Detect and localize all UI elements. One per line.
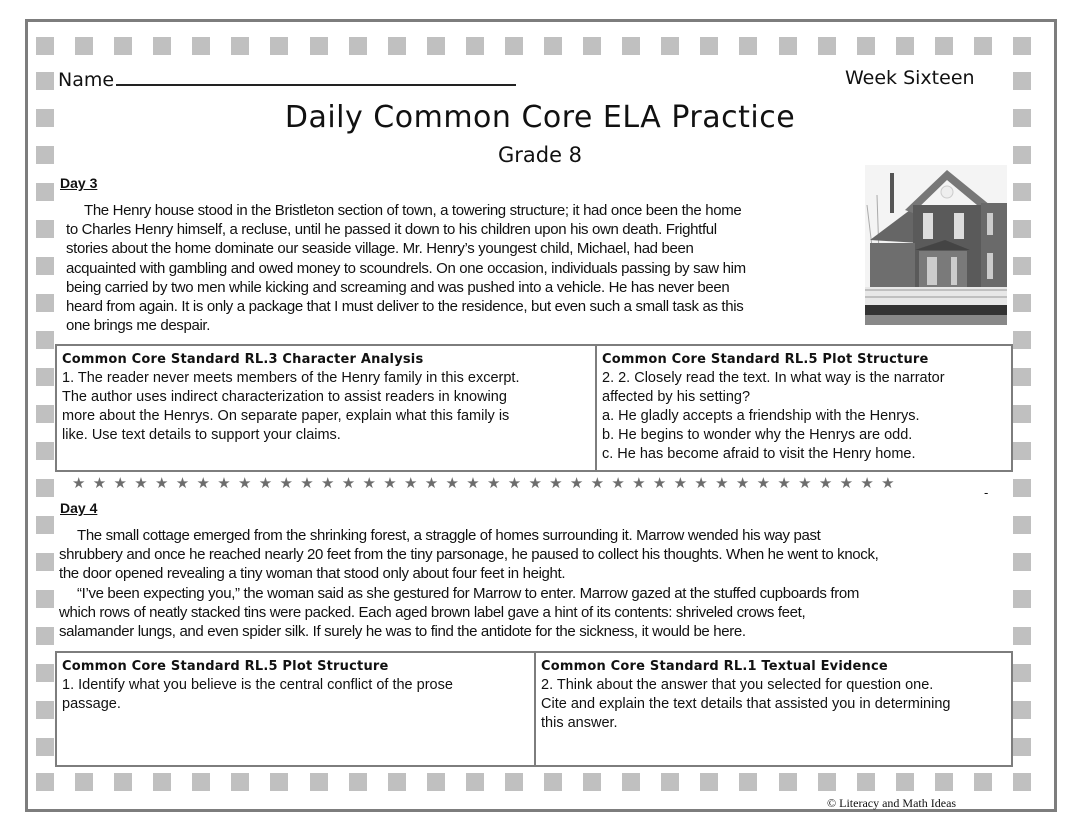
border-square bbox=[700, 37, 718, 55]
border-square bbox=[36, 37, 54, 55]
border-square bbox=[310, 773, 328, 791]
passage-line: to Charles Henry himself, a recluse, until he passed it down to his children upon his own death. Frightful bbox=[66, 221, 717, 239]
border-square bbox=[192, 37, 210, 55]
border-square bbox=[1013, 220, 1031, 238]
copyright-footer: © Literacy and Math Ideas bbox=[827, 796, 957, 810]
border-square bbox=[153, 37, 171, 55]
question-line: The author uses indirect characterization to assist readers in knowing bbox=[62, 389, 507, 405]
border-square bbox=[505, 37, 523, 55]
border-square bbox=[36, 368, 54, 386]
border-square bbox=[36, 72, 54, 90]
border-square bbox=[1013, 738, 1031, 756]
border-square bbox=[231, 37, 249, 55]
house-photo-icon bbox=[865, 165, 1007, 325]
passage-line: The small cottage emerged from the shrinking forest, a straggle of homes surrounding it. Marrow wended his way past bbox=[77, 527, 821, 544]
border-square bbox=[36, 331, 54, 349]
standard-heading: Common Core Standard RL.1 Textual Evidence bbox=[541, 659, 888, 674]
border-square bbox=[739, 37, 757, 55]
border-square bbox=[36, 220, 54, 238]
border-square bbox=[739, 773, 757, 791]
border-square bbox=[466, 37, 484, 55]
border-square bbox=[36, 773, 54, 791]
border-square bbox=[1013, 37, 1031, 55]
border-square bbox=[36, 627, 54, 645]
answer-option-a[interactable]: a. He gladly accepts a friendship with the Henrys. bbox=[602, 408, 920, 424]
border-square bbox=[36, 257, 54, 275]
passage-line: shrubbery and once he reached nearly 20 feet from the tiny parsonage, he paused to collect his thoughts. When he went to knock, bbox=[59, 546, 879, 564]
border-square bbox=[388, 37, 406, 55]
border-square bbox=[1013, 368, 1031, 386]
border-square bbox=[270, 37, 288, 55]
passage-line: salamander lungs, and even spider silk. If surely he was to find the antidote for the sickness, it would be here. bbox=[59, 623, 746, 641]
border-square bbox=[36, 405, 54, 423]
border-square bbox=[544, 773, 562, 791]
border-square bbox=[349, 773, 367, 791]
question-line: 1. The reader never meets members of the Henry family in this excerpt. bbox=[62, 370, 520, 386]
passage-line: stories about the home dominate our seaside village. Mr. Henry’s youngest child, Michael, had been bbox=[66, 240, 694, 258]
border-square bbox=[231, 773, 249, 791]
star-separator: ★★★★★★★★★★★★★★★★★★★★★★★★★★★★★★★★★★★★★★★★ bbox=[72, 475, 902, 492]
border-square bbox=[466, 773, 484, 791]
border-square bbox=[1013, 442, 1031, 460]
border-square bbox=[1013, 773, 1031, 791]
question-line: this answer. bbox=[541, 715, 618, 731]
border-square bbox=[1013, 72, 1031, 90]
border-square bbox=[1013, 257, 1031, 275]
border-square bbox=[1013, 405, 1031, 423]
question-line: passage. bbox=[62, 696, 121, 712]
border-square bbox=[935, 37, 953, 55]
passage-line: The Henry house stood in the Bristleton section of town, a towering structure; it had once been the home bbox=[84, 202, 742, 219]
border-square bbox=[36, 664, 54, 682]
border-square bbox=[857, 773, 875, 791]
border-square bbox=[779, 37, 797, 55]
border-square bbox=[114, 773, 132, 791]
border-square bbox=[36, 701, 54, 719]
name-label: Name bbox=[58, 69, 115, 91]
border-square bbox=[36, 442, 54, 460]
week-label: Week Sixteen bbox=[845, 67, 975, 89]
passage-line: the door opened revealing a tiny woman that stood only about four feet in height. bbox=[59, 565, 566, 583]
border-square bbox=[36, 183, 54, 201]
border-square bbox=[1013, 183, 1031, 201]
separator-dash: - bbox=[984, 485, 989, 500]
border-square bbox=[349, 37, 367, 55]
question-line: like. Use text details to support your claims. bbox=[62, 427, 341, 443]
border-square bbox=[583, 37, 601, 55]
border-square bbox=[427, 773, 445, 791]
page-title: Daily Common Core ELA Practice bbox=[284, 100, 796, 135]
border-square bbox=[36, 294, 54, 312]
passage-line: acquainted with gambling and owed money to scoundrels. On one occasion, individuals passing by saw him bbox=[66, 259, 746, 277]
border-square bbox=[1013, 664, 1031, 682]
border-square bbox=[427, 37, 445, 55]
border-square bbox=[1013, 479, 1031, 497]
border-square bbox=[36, 738, 54, 756]
day3-passage bbox=[66, 201, 856, 335]
answer-option-b[interactable]: b. He begins to wonder why the Henrys are odd. bbox=[602, 427, 913, 443]
border-square bbox=[1013, 331, 1031, 349]
border-square bbox=[896, 37, 914, 55]
border-square bbox=[1013, 701, 1031, 719]
border-square bbox=[622, 37, 640, 55]
border-square bbox=[935, 773, 953, 791]
border-square bbox=[505, 773, 523, 791]
standard-heading: Common Core Standard RL.3 Character Analysis bbox=[62, 352, 424, 367]
name-field[interactable] bbox=[58, 66, 516, 91]
name-blank-line[interactable] bbox=[116, 66, 516, 86]
border-square bbox=[622, 773, 640, 791]
border-square bbox=[114, 37, 132, 55]
grade-label: Grade 8 bbox=[497, 143, 583, 167]
border-square bbox=[75, 37, 93, 55]
border-square bbox=[192, 773, 210, 791]
standard-heading: Common Core Standard RL.5 Plot Structure bbox=[602, 352, 929, 367]
border-square bbox=[661, 773, 679, 791]
question-line: affected by his setting? bbox=[602, 389, 751, 405]
passage-line: which rows of neatly stacked tins were packed. Each aged brown label gave a hint of its contents: shriveled crows feet, bbox=[59, 603, 806, 621]
question-line: 2. Think about the answer that you selected for question one. bbox=[541, 677, 934, 693]
border-square bbox=[818, 773, 836, 791]
day4-heading: Day 4 bbox=[60, 500, 98, 516]
border-square bbox=[857, 37, 875, 55]
border-square bbox=[583, 773, 601, 791]
day4-passage bbox=[59, 526, 1019, 641]
border-square bbox=[36, 590, 54, 608]
answer-option-c[interactable]: c. He has become afraid to visit the Henry home. bbox=[602, 446, 916, 462]
border-square bbox=[896, 773, 914, 791]
border-square bbox=[661, 37, 679, 55]
border-square bbox=[544, 37, 562, 55]
border-square bbox=[75, 773, 93, 791]
passage-line: one brings me despair. bbox=[66, 317, 211, 335]
border-square bbox=[36, 516, 54, 534]
question-line: more about the Henrys. On separate paper, explain what this family is bbox=[62, 408, 510, 424]
question-line: 2. 2. Closely read the text. In what way is the narrator bbox=[602, 370, 945, 386]
border-square bbox=[388, 773, 406, 791]
question-line: Cite and explain the text details that assisted you in determining bbox=[541, 696, 951, 712]
day4-question-1 bbox=[57, 653, 537, 765]
border-square bbox=[974, 773, 992, 791]
border-square bbox=[270, 773, 288, 791]
question-line: 1. Identify what you believe is the central conflict of the prose bbox=[62, 677, 453, 693]
day3-heading: Day 3 bbox=[60, 175, 98, 191]
border-square bbox=[1013, 294, 1031, 312]
border-square bbox=[36, 553, 54, 571]
border-square bbox=[779, 773, 797, 791]
day3-question-2 bbox=[597, 346, 1011, 470]
border-square bbox=[974, 37, 992, 55]
border-square bbox=[700, 773, 718, 791]
passage-line: being carried by two men while kicking and screaming and was pushed into a vehicle. He has never been bbox=[66, 278, 730, 296]
day3-question-1 bbox=[57, 346, 597, 470]
day4-question-box bbox=[55, 651, 1013, 767]
border-square bbox=[310, 37, 328, 55]
border-square bbox=[153, 773, 171, 791]
day4-question-2 bbox=[536, 653, 1011, 765]
passage-line: “I’ve been expecting you,” the woman said as she gestured for Marrow to enter. Marrow gazed at the stuffed cupboards from bbox=[77, 584, 859, 602]
day3-question-box bbox=[55, 344, 1013, 472]
border-square bbox=[818, 37, 836, 55]
standard-heading: Common Core Standard RL.5 Plot Structure bbox=[62, 659, 389, 674]
passage-line: heard from again. It is only a package that I must deliver to the residence, but even such a small task as this bbox=[66, 298, 744, 316]
border-square bbox=[36, 479, 54, 497]
